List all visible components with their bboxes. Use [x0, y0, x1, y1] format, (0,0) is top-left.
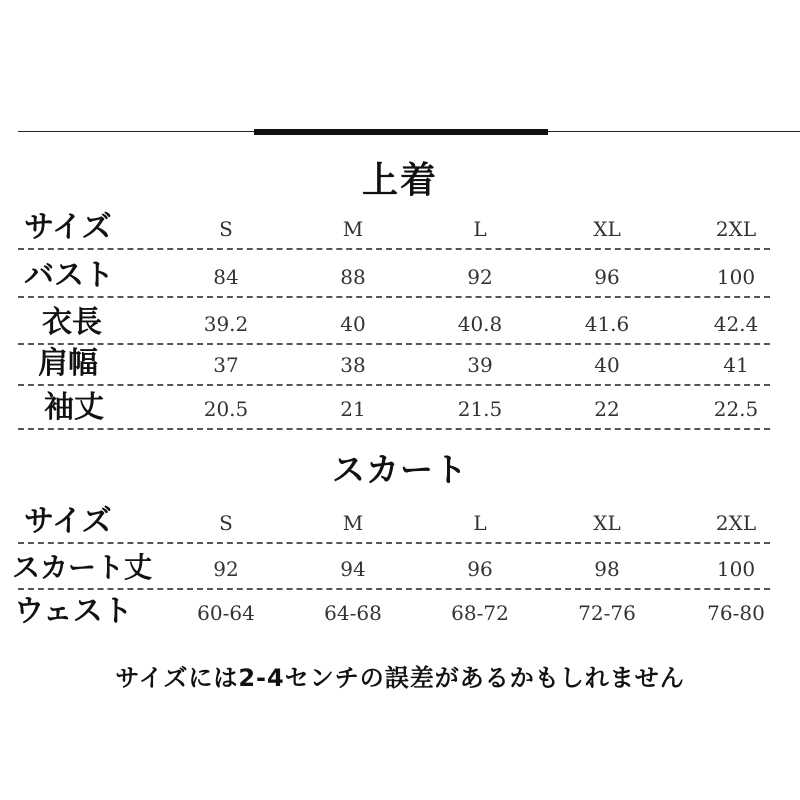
- table-row: [18, 254, 770, 298]
- size-cell: XL: [593, 217, 621, 241]
- value-cell: 42.4: [713, 312, 759, 336]
- value-cell: 64-68: [324, 601, 382, 625]
- row-divider: [18, 248, 770, 250]
- row-label: スカート丈: [12, 551, 153, 584]
- value-cell: 39: [467, 353, 493, 377]
- value-cell: 92: [467, 265, 493, 289]
- row-label: 肩幅: [38, 346, 98, 381]
- value-cell: 72-76: [578, 601, 636, 625]
- table-row: [18, 301, 770, 345]
- row-label: 衣長: [42, 305, 102, 340]
- size-cell: 2XL: [715, 217, 757, 241]
- value-cell: 22.5: [713, 397, 759, 421]
- row-label: サイズ: [24, 210, 112, 245]
- value-cell: 20.5: [203, 397, 249, 421]
- value-cell: 41.6: [584, 312, 630, 336]
- row-divider: [18, 296, 770, 298]
- value-cell: 76-80: [707, 601, 765, 625]
- value-cell: 22: [594, 397, 620, 421]
- size-cell: M: [342, 217, 364, 241]
- value-cell: 92: [213, 557, 239, 581]
- table-row: [18, 342, 770, 386]
- value-cell: 98: [594, 557, 620, 581]
- size-cell: S: [219, 511, 233, 535]
- table-row: [14, 590, 770, 634]
- size-cell: M: [342, 511, 364, 535]
- value-cell: 40.8: [457, 312, 503, 336]
- value-cell: 21.5: [457, 397, 503, 421]
- value-cell: 100: [716, 557, 756, 581]
- value-cell: 94: [340, 557, 366, 581]
- divider-accent-bar: [254, 129, 548, 135]
- table-row: [18, 206, 770, 250]
- value-cell: 100: [716, 265, 756, 289]
- section-title-top: 上着: [361, 160, 438, 201]
- size-cell: S: [219, 217, 233, 241]
- value-cell: 39.2: [203, 312, 249, 336]
- size-cell: L: [473, 511, 487, 535]
- row-label: 袖丈: [44, 390, 104, 425]
- value-cell: 96: [594, 265, 620, 289]
- value-cell: 38: [340, 353, 366, 377]
- value-cell: 40: [594, 353, 620, 377]
- table-row: [12, 546, 770, 590]
- value-cell: 40: [340, 312, 366, 336]
- row-label: バスト: [24, 258, 114, 293]
- value-cell: 96: [467, 557, 493, 581]
- value-cell: 60-64: [197, 601, 255, 625]
- size-cell: L: [473, 217, 487, 241]
- row-divider: [18, 542, 770, 544]
- row-label: ウェスト: [14, 594, 133, 629]
- table-row: [18, 386, 770, 430]
- value-cell: 41: [723, 353, 749, 377]
- section-title-skirt: スカート: [332, 450, 468, 489]
- value-cell: 37: [213, 353, 239, 377]
- row-divider: [18, 428, 770, 430]
- value-cell: 68-72: [451, 601, 509, 625]
- tolerance-note: サイズには2-4センチの誤差があるかもしれません: [115, 664, 685, 692]
- table-row: [18, 500, 770, 544]
- size-cell: 2XL: [715, 511, 757, 535]
- value-cell: 88: [340, 265, 366, 289]
- value-cell: 21: [340, 397, 366, 421]
- size-cell: XL: [593, 511, 621, 535]
- row-label: サイズ: [24, 504, 112, 539]
- value-cell: 84: [213, 265, 239, 289]
